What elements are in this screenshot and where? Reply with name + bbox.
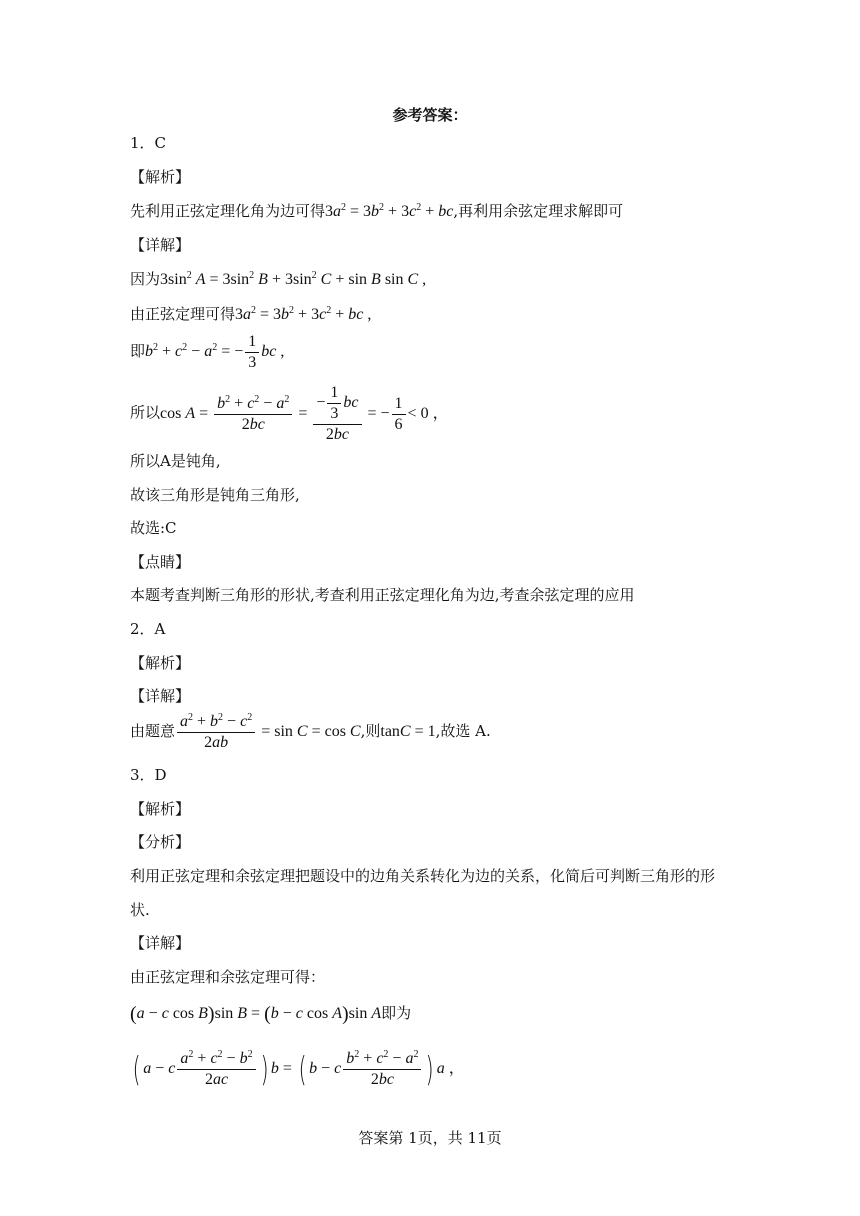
q3-expanded-line [130,1050,465,1089]
q1-conclusion-2: 故该三角形是钝角三角形, [130,486,300,504]
q1-sine-equation: $3\sin^2$ $A = 3\sin^2$ $B + 3\sin^2$ C + sin B sin C , [160,270,427,288]
q3-heading-jiexi: 【解析】 [130,800,191,818]
q1-intro-tail: ,再利用余弦定理求解即可 [453,202,624,220]
q1-intro-text: 先利用正弦定理化角为边可得 [130,202,326,220]
q1-intro-formula: $3a^2 = 3b^2 + 3c^2$ + bc [325,202,454,220]
q1-ji-label: 即 [130,342,146,361]
q3-heading-xiangjie: 【详解】 [130,934,191,952]
q1-heading-xiangjie: 【详解】 [130,236,191,254]
page-footer: 答案第 1页，共 11页 [358,1129,502,1147]
q1-ji-formula: $b^2 + c^2 - a^2$ = − $\frac{1}{3}$ bc , [145,333,285,371]
q1-select: 故选:C [130,519,177,537]
q1-heading-dianjing: 【点睛】 [130,553,191,571]
q3-equation-line [130,1003,411,1024]
q3-analysis-2: 状. [130,901,150,919]
q3-by-laws: 由正弦定理和余弦定理可得： [130,968,326,986]
q1-cos-formula: cos A = $\frac{b^2 + c^2 - a^2}{2bc}$ = − $\frac{1}{3}$ bc 2bc = − $\frac{1}{6}$ < 0 ， [160,384,449,443]
q1-sine-law-line [130,304,371,325]
q3-heading-fenxi: 【分析】 [130,833,191,851]
q2-answer: 2．A [130,620,166,638]
q1-because-label: 因为 [130,270,161,288]
q2-tan-formula: tanC = 1 [380,723,436,741]
q2-formula: $\frac{a^2 + b^2 - c^2}{2ab}$ = sin C = cos C [175,723,361,740]
q1-cos-line [130,384,449,444]
q1-sine-law-label: 由正弦定理可得 [130,305,236,323]
page-title: 参考答案： [392,106,468,124]
q1-heading-jiexi: 【解析】 [130,168,191,186]
q3-expanded-formula: ( a − c $\frac{a^2 + c^2 - b^2}{2ac}$ ) b = ( b − c $\frac{b^2 + c^2 - a^2}{2bc}$ ) a ， [132,1049,465,1090]
q3-equation: (a − c cos B)sin B = (b − c cos A)sin A [130,1003,382,1025]
q1-note: 本题考查判断三角形的形状,考查利用正弦定理化角为边,考查余弦定理的应用 [130,586,635,604]
q1-because-line [130,269,426,290]
q1-suoyi-label: 所以 [130,403,161,422]
q2-by-meaning-label: 由题意 [130,722,176,741]
q2-select: ,故选 A. [435,722,491,741]
q2-heading-xiangjie: 【详解】 [130,687,191,705]
q1-ji-line [130,333,284,372]
q1-conclusion-1: 所以A是钝角, [130,452,221,470]
q1-intro [130,201,623,222]
q1-answer: 1．C [130,134,167,152]
q2-heading-jiexi: 【解析】 [130,654,191,672]
q1-side-equation: $3a^2 = 3b^2 + 3c^2$ + bc , [235,305,372,323]
q2-solution-line [130,713,491,752]
q2-then-label: ,则 [360,722,381,741]
q3-ji-wei-label: 即为 [381,1004,412,1022]
q3-answer: 3．D [130,766,167,784]
q3-analysis-1: 利用正弦定理和余弦定理把题设中的边角关系转化为边的关系，化简后可判断三角形的形 [130,867,716,885]
